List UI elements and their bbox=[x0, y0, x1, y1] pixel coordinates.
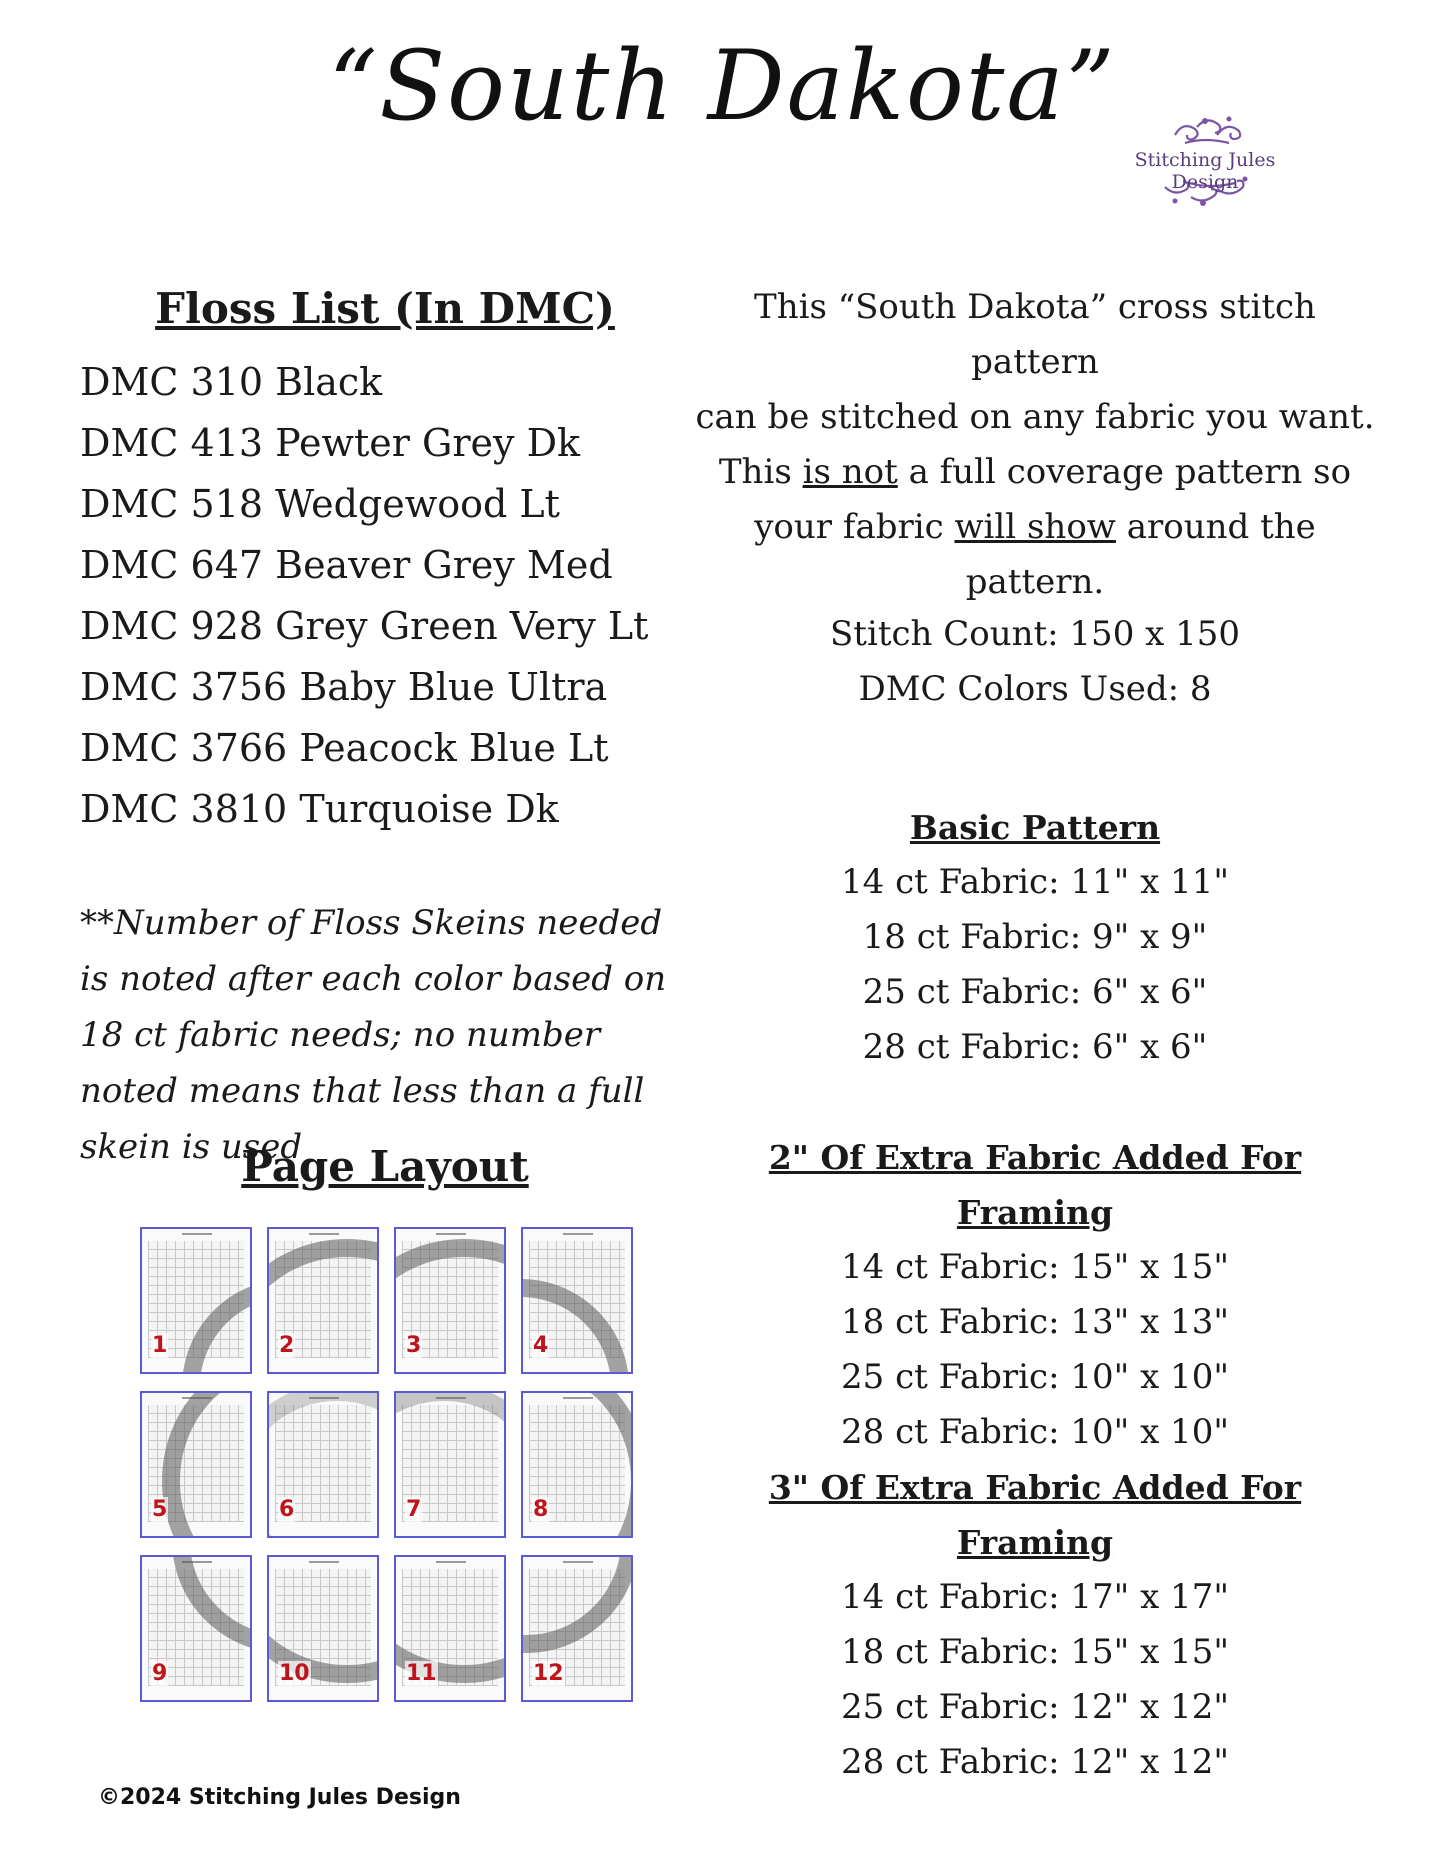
copyright-footer: ©2024 Stitching Jules Design bbox=[98, 1785, 461, 1810]
page-thumbnail bbox=[267, 1391, 379, 1538]
page-number: 10 bbox=[279, 1661, 310, 1686]
page-number: 12 bbox=[533, 1661, 564, 1686]
page-thumbnail bbox=[394, 1227, 506, 1374]
basic-pattern-section bbox=[690, 800, 1380, 1075]
intro-line: This “South Dakota” cross stitch pattern bbox=[754, 287, 1316, 382]
page-thumbnail bbox=[267, 1227, 379, 1374]
page-layout-heading: Page Layout bbox=[241, 1142, 529, 1191]
size-line: 28 ct Fabric: 6" x 6" bbox=[862, 1027, 1208, 1067]
floss-item: DMC 518 Wedgewood Lt bbox=[80, 482, 560, 526]
stitch-count: Stitch Count: 150 x 150 bbox=[829, 614, 1241, 654]
skein-note: **Number of Floss Skeins needed is noted after each color based on 18 ct fabric needs; no number noted means that less than a full skein is used bbox=[80, 903, 667, 1167]
three-inch-framing-section bbox=[690, 1460, 1380, 1790]
page-title: “South Dakota” bbox=[328, 30, 1117, 142]
colors-used: DMC Colors Used: 8 bbox=[858, 669, 1212, 709]
section-heading: 3" Of Extra Fabric Added For Framing bbox=[768, 1468, 1302, 1562]
page-thumbnail bbox=[521, 1555, 633, 1702]
floss-item: DMC 3810 Turquoise Dk bbox=[80, 787, 559, 831]
page-thumbnail bbox=[140, 1227, 252, 1374]
size-line: 25 ct Fabric: 6" x 6" bbox=[862, 972, 1208, 1012]
size-line: 25 ct Fabric: 12" x 12" bbox=[841, 1687, 1229, 1727]
pattern-description bbox=[690, 280, 1380, 610]
page-number: 4 bbox=[533, 1333, 549, 1358]
page-number: 11 bbox=[406, 1661, 437, 1686]
size-line: 18 ct Fabric: 9" x 9" bbox=[862, 917, 1208, 957]
floss-item: DMC 647 Beaver Grey Med bbox=[80, 543, 613, 587]
floss-list-heading: Floss List (In DMC) bbox=[155, 284, 615, 333]
page-number: 7 bbox=[406, 1497, 422, 1522]
intro-line: your fabric will show around the bbox=[754, 507, 1316, 547]
page-thumbnail bbox=[394, 1555, 506, 1702]
floss-item: DMC 413 Pewter Grey Dk bbox=[80, 421, 581, 465]
page-number: 6 bbox=[279, 1497, 295, 1522]
page-thumbnail bbox=[267, 1555, 379, 1702]
intro-line: This is not a full coverage pattern so bbox=[718, 452, 1352, 492]
floss-item: DMC 3756 Baby Blue Ultra bbox=[80, 665, 608, 709]
logo-text: Stitching Jules Design bbox=[1134, 149, 1276, 193]
size-line: 14 ct Fabric: 15" x 15" bbox=[841, 1247, 1229, 1287]
page-thumbnail bbox=[521, 1227, 633, 1374]
floss-item: DMC 3766 Peacock Blue Lt bbox=[80, 726, 609, 770]
page-thumbnail bbox=[140, 1555, 252, 1702]
size-line: 28 ct Fabric: 12" x 12" bbox=[841, 1742, 1229, 1782]
intro-line: pattern. bbox=[965, 562, 1105, 602]
page-number: 2 bbox=[279, 1333, 295, 1358]
page-number: 5 bbox=[152, 1497, 168, 1522]
page-thumbnail bbox=[521, 1391, 633, 1538]
page-number: 1 bbox=[152, 1333, 168, 1358]
floss-item: DMC 928 Grey Green Very Lt bbox=[80, 604, 649, 648]
logo bbox=[1105, 105, 1305, 225]
size-line: 28 ct Fabric: 10" x 10" bbox=[841, 1412, 1229, 1452]
size-line: 14 ct Fabric: 11" x 11" bbox=[841, 862, 1229, 902]
size-line: 18 ct Fabric: 13" x 13" bbox=[841, 1302, 1229, 1342]
emphasis-will-show: will show bbox=[954, 507, 1116, 547]
floss-item: DMC 310 Black bbox=[80, 360, 383, 404]
size-line: 25 ct Fabric: 10" x 10" bbox=[841, 1357, 1229, 1397]
emphasis-is-not: is not bbox=[802, 452, 898, 492]
page-thumbnail bbox=[140, 1391, 252, 1538]
page-number: 8 bbox=[533, 1497, 549, 1522]
section-heading: Basic Pattern bbox=[909, 808, 1161, 847]
page-number: 3 bbox=[406, 1333, 422, 1358]
section-heading: 2" Of Extra Fabric Added For Framing bbox=[768, 1138, 1302, 1232]
size-line: 14 ct Fabric: 17" x 17" bbox=[841, 1577, 1229, 1617]
size-line: 18 ct Fabric: 15" x 15" bbox=[841, 1632, 1229, 1672]
intro-line: can be stitched on any fabric you want. bbox=[695, 397, 1375, 437]
two-inch-framing-section bbox=[690, 1130, 1380, 1460]
pattern-stats bbox=[690, 607, 1380, 717]
page-thumbnail bbox=[394, 1391, 506, 1538]
floss-list bbox=[80, 352, 648, 840]
page-number: 9 bbox=[152, 1661, 168, 1686]
